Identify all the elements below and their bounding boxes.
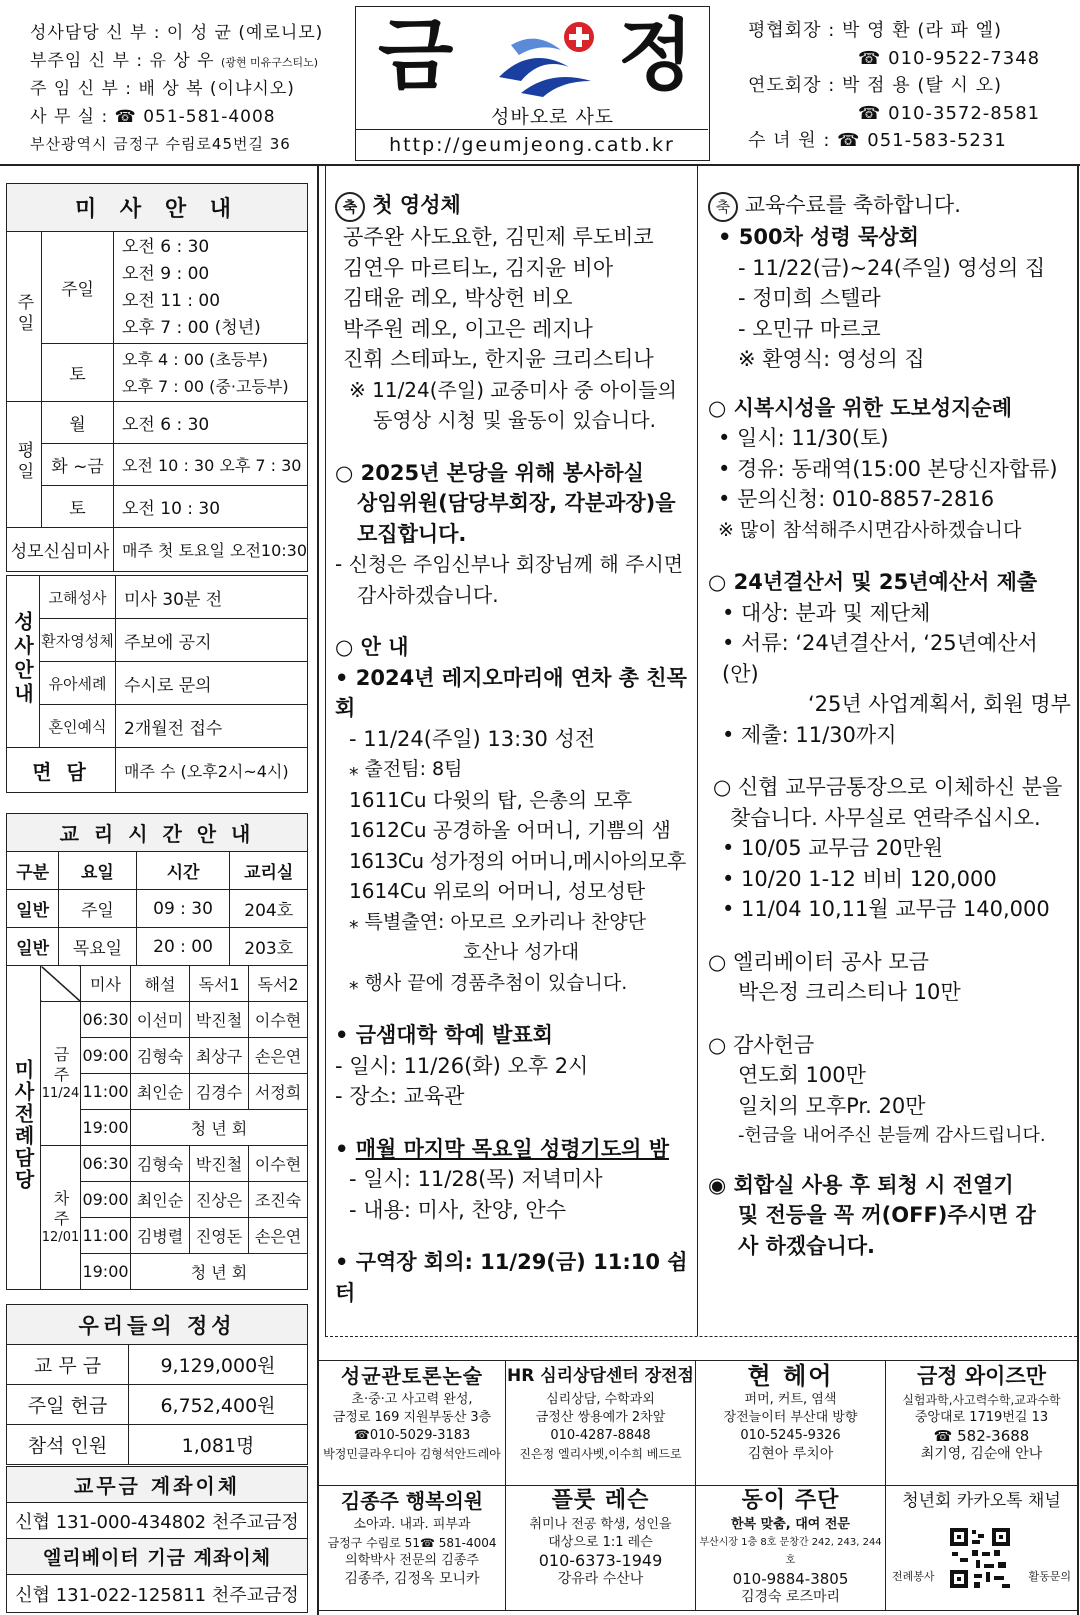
thanks-note: -헌금을 내어주신 분들께 감사드립니다. [738, 1125, 1046, 1146]
mass-title: 미 사 안 내 [7, 184, 308, 232]
legio-team: 1612Cu 공경하올 어머니, 기쁨의 샘 [349, 818, 671, 842]
dues-item: • 10/05 교무금 20만원 [722, 836, 944, 860]
account-number[interactable]: 신협 131-022-125811 천주교금정 [7, 1575, 308, 1613]
liturgy-cell: 김경수 [190, 1074, 249, 1110]
interview-label: 면 담 [7, 748, 116, 793]
liturgy-header: 독서2 [249, 966, 308, 1002]
sunday-label: 주일 [42, 232, 114, 344]
offering-table [6, 1304, 308, 1465]
contact-line: 수 녀 원 : ☎ 051-583-5231 [748, 130, 1007, 151]
legio-special: 호산나 성가대 [463, 941, 580, 963]
ad-cell: HR 심리상담센터 장전점 심리상담, 수학과외 금정산 쌍용예가 2차앞 010-4287-8848 진은정 엘리사벳,이수희 베드로 [506, 1361, 696, 1486]
sunday-group: 주일 [7, 232, 42, 402]
offering-value: 9,129,000원 [129, 1345, 308, 1385]
account-title: 교무금 계좌이체 [7, 1467, 308, 1503]
spirit-heading: • 매월 마지막 목요일 성령기도의 밤 [335, 1136, 669, 1161]
catechism-cell: 일반 [7, 890, 59, 928]
hall-notice: 및 전등을 꼭 꺼(OFF)주시면 감 [738, 1203, 1036, 1227]
liturgy-header: 해설 [131, 966, 190, 1002]
budget-heading: ○ 24년결산서 및 25년예산서 제출 [708, 570, 1038, 594]
sacrament-name: 고해성사 [40, 576, 116, 619]
offering-label: 참석 인원 [7, 1425, 129, 1465]
budget-line: • 대상: 분과 및 제단체 [722, 600, 931, 625]
recruit-note: 감사하겠습니다. [357, 582, 499, 607]
celebration-icon: 축 [335, 192, 365, 222]
catechism-cell: 20 : 00 [136, 928, 230, 966]
liturgy-cell: 손은연 [249, 1038, 308, 1074]
catechism-table [6, 813, 308, 966]
sacrament-name: 유아세례 [40, 662, 116, 705]
ad-cell: 김종주 행복의원 소아과. 내과. 피부과 금정구 수림로 51☎ 581-4004 의학박사 전문의 김종주 김종주, 김정옥 모니카 [319, 1486, 506, 1611]
legio-prize: ⁎ 행사 끝에 경품추첨이 있습니다. [349, 971, 628, 994]
pilgrim-note: ※ 많이 참석해주시면감사하겠습니다 [718, 518, 1022, 541]
edu-line: - 정미희 스텔라 [738, 286, 881, 310]
mass-table [6, 183, 308, 572]
contact-line: ☎ 010-3572-8581 [858, 102, 1041, 124]
thanks-line: 일치의 모후Pr. 20만 [738, 1093, 926, 1118]
edu-course: • 500차 성령 묵상회 [718, 225, 919, 249]
liturgy-cell: 조진숙 [249, 1182, 308, 1218]
weekday-time: 오전 6 : 30 [114, 402, 308, 444]
liturgy-table [6, 965, 308, 1290]
ad-cell: 동이 주단 한복 맞춤, 대여 전문 부산시장 1층 8호 문창간 242, 243, 244호 010-9884-3805 김경숙 로즈마리 [696, 1486, 886, 1611]
dashed-divider [325, 1336, 1077, 1337]
liturgy-cell: 이수현 [249, 1002, 308, 1038]
sacrament-table [6, 575, 308, 793]
parish-name: 성바오로 사도 [491, 106, 615, 128]
parish-logo-icon [491, 15, 601, 105]
liturgy-cell: 서정희 [249, 1074, 308, 1110]
sacrament-name: 환자영성체 [40, 619, 116, 662]
spirit-date: - 일시: 11/28(목) 저녁미사 [349, 1167, 603, 1191]
offering-value: 6,752,400원 [129, 1385, 308, 1425]
right-column [708, 190, 1073, 1261]
budget-line: • 서류: ‘24년결산서, ‘25년예산서(안) [722, 631, 1038, 686]
liturgy-cell: 이선미 [131, 1002, 190, 1038]
catechism-header: 시간 [136, 852, 230, 890]
sacred-heart-value: 매주 첫 토요일 오전10:30 [114, 528, 308, 572]
notice-heading: ○ 안 내 [335, 635, 409, 659]
dues-heading: ○ 신협 교무금통장으로 이체하신 분을 [713, 775, 1063, 799]
masthead-char-left: 금 [378, 11, 454, 101]
recruit-heading: 모집합니다. [357, 521, 467, 546]
budget-line: ‘25년 사업계획서, 회원 명부 [808, 692, 1071, 716]
sacrament-group: 성사안내 [7, 576, 40, 748]
liturgy-cell: 최인순 [131, 1074, 190, 1110]
communicant: 공주완 사도요한, 김민제 루도비코 [343, 225, 654, 249]
catechism-cell: 목요일 [59, 928, 137, 966]
edu-line: - 오민규 마르코 [738, 316, 881, 341]
middle-column [335, 190, 695, 1308]
offering-value: 1,081명 [129, 1425, 308, 1465]
liturgy-header: 미사 [81, 966, 131, 1002]
liturgy-cell: 06:30 [81, 1146, 131, 1182]
liturgy-cell: 09:00 [81, 1038, 131, 1074]
liturgy-cell: 09:00 [81, 1182, 131, 1218]
recruit-heading: ○ 2025년 본당을 위해 봉사하실 [335, 460, 644, 485]
weekday-time: 오전 10 : 30 오후 7 : 30 [114, 444, 308, 486]
budget-line: • 제출: 11/30까지 [722, 722, 897, 747]
pilgrim-line: • 경유: 동래역(15:00 본당신자합류) [718, 456, 1058, 481]
communion-heading: 축 첫 영성체 [335, 190, 695, 222]
contact-line: ☎ 010-9522-7348 [858, 47, 1041, 69]
masthead-char-right: 정 [618, 11, 694, 101]
legio-team: 1613Cu 성가정의 어머니,메시아의모후 [349, 848, 686, 873]
ad-cell: 플룻 레슨 취미나 전공 학생, 성인을 대상으로 1:1 레슨 010-6373-1949 강유라 수산나 [506, 1486, 696, 1611]
catechism-title: 교 리 시 간 안 내 [7, 814, 308, 852]
header-contacts [748, 17, 1078, 155]
spirit-content: - 내용: 미사, 찬양, 안수 [349, 1197, 566, 1222]
elevator-donor: 박은정 크리스티나 10만 [738, 980, 961, 1004]
interview-value: 매주 수 (오후2시~4시) [116, 748, 308, 793]
account-title: 엘리베이터 기금 계좌이체 [7, 1539, 308, 1575]
catechism-header: 교리실 [230, 852, 308, 890]
univ-heading: • 금샘대학 학예 발표회 [335, 1023, 553, 1047]
communion-note: ※ 11/24(주일) 교중미사 중 아이들의 [349, 377, 677, 402]
elevator-heading: ○ 엘리베이터 공사 모금 [708, 949, 929, 974]
liturgy-group: 미사전례담당 [7, 966, 41, 1290]
weekday-time: 오전 10 : 30 [114, 486, 308, 528]
sacrament-value: 주보에 공지 [116, 619, 308, 662]
saturday-label: 토 [42, 344, 114, 402]
catechism-cell: 09 : 30 [136, 890, 230, 928]
weekday-group: 평일 [7, 402, 42, 528]
univ-place: - 장소: 교육관 [335, 1084, 465, 1108]
divider [697, 166, 698, 1336]
hall-notice: 사 하겠습니다. [738, 1233, 876, 1258]
sunday-times: 오전 6 : 30 오전 9 : 00 오전 11 : 00 오후 7 : 00 (청년) [114, 232, 308, 344]
offering-title: 우리들의 정성 [7, 1305, 308, 1345]
pilgrim-line: • 일시: 11/30(토) [718, 426, 889, 450]
parish-url[interactable]: http://geumjeong.catb.kr [356, 129, 708, 160]
header-line-3: 주 임 신 부 : 배 상 복 (이냐시오) [30, 79, 295, 99]
liturgy-corner [41, 966, 81, 1002]
liturgy-youth: 청 년 회 [131, 1254, 308, 1290]
legio-date: - 11/24(주일) 13:30 성전 [349, 726, 596, 751]
liturgy-cell: 최상구 [190, 1038, 249, 1074]
thanks-line: 연도회 100만 [738, 1063, 866, 1087]
contact-line: 연도회장 : 박 점 용 (탈 시 오) [748, 75, 1003, 96]
offering-label: 주일 헌금 [7, 1385, 129, 1425]
communion-note: 동영상 시청 및 율동이 있습니다. [373, 408, 656, 432]
catechism-header: 요일 [59, 852, 137, 890]
communicant: 진휘 스테파노, 한지윤 크리스티나 [343, 347, 654, 371]
offering-label: 교 무 금 [7, 1345, 129, 1385]
recruit-note: - 신청은 주임신부나 회장님께 해 주시면 [335, 552, 684, 576]
sacrament-value: 수시로 문의 [116, 662, 308, 705]
sacrament-value: 2개월전 접수 [116, 705, 308, 748]
legio-heading: • 2024년 레지오마리애 연차 총 친목회 [335, 665, 687, 720]
weekday-day: 화 ~금 [42, 444, 114, 486]
header-divider [0, 164, 1080, 166]
legio-team: 1611Cu 다윗의 탑, 은총의 모후 [349, 787, 633, 812]
liturgy-cell: 11:00 [81, 1074, 131, 1110]
legio-teams: ⁎ 출전팀: 8팀 [349, 758, 463, 780]
header-line-4: 사 무 실 : ☎ 051-581-4008 [30, 106, 276, 127]
communicant: 김태윤 레오, 박상헌 비오 [343, 286, 573, 310]
account-number[interactable]: 신협 131-000-434802 천주교금정 [7, 1503, 308, 1539]
ad-cell: 현 헤어 퍼머, 커트, 염색 장전늘이터 부산대 방향 010-5245-9326 김현아 루치아 [696, 1361, 886, 1486]
district-meeting: • 구역장 회의: 11/29(금) 11:10 쉼터 [335, 1250, 688, 1305]
catechism-header: 구분 [7, 852, 59, 890]
liturgy-youth: 청 년 회 [131, 1110, 308, 1146]
this-week: 금주 11/24 [41, 1002, 81, 1146]
catechism-cell: 일반 [7, 928, 59, 966]
ad-cell: 금정 와이즈만 실험과학,사고력수학,교과수학 중앙대로 1719번길 13 ☎ 582-3688 최기영, 김순애 안나 [886, 1361, 1078, 1486]
pilgrim-line: • 문의신청: 010-8857-2816 [718, 487, 995, 511]
edu-heading: 축 교육수료를 축하합니다. [708, 190, 1073, 222]
liturgy-cell: 김형숙 [131, 1146, 190, 1182]
pilgrim-heading: ○ 시복시성을 위한 도보성지순례 [708, 395, 1012, 420]
sacrament-value: 미사 30분 전 [116, 576, 308, 619]
qr-code-icon[interactable] [948, 1526, 1012, 1590]
header-info [30, 20, 360, 159]
ad-cell: 성균관토론논술 초·중·고 사고력 완성, 금정로 169 지원부동산 3층 ☎010-5029-3183 박정민클라우디아 김형석안드레아 [319, 1361, 506, 1486]
liturgy-header: 독서1 [190, 966, 249, 1002]
liturgy-cell: 진영돈 [190, 1218, 249, 1254]
liturgy-cell: 11:00 [81, 1218, 131, 1254]
communicant: 박주원 레오, 이고은 레지나 [343, 316, 593, 341]
sacred-heart-label: 성모신심미사 [7, 528, 114, 572]
legio-special: ⁎ 특별출연: 아모르 오카리나 찬양단 [349, 910, 647, 933]
liturgy-cell: 이수현 [249, 1146, 308, 1182]
catechism-cell: 204호 [230, 890, 308, 928]
header-line-1: 성사담당 신 부 : 이 성 균 (예로니모) [30, 23, 324, 43]
catechism-cell: 주일 [59, 890, 137, 928]
header-address: 부산광역시 금정구 수림로45번길 36 [30, 135, 291, 153]
weekday-day: 토 [42, 486, 114, 528]
univ-date: - 일시: 11/26(화) 오후 2시 [335, 1053, 589, 1078]
liturgy-cell: 19:00 [81, 1254, 131, 1290]
liturgy-cell: 06:30 [81, 1002, 131, 1038]
dues-item: • 11/04 10,11월 교무금 140,000 [722, 897, 1050, 921]
accounts-table [6, 1466, 308, 1613]
thanks-heading: ○ 감사헌금 [708, 1032, 815, 1057]
liturgy-cell: 손은연 [249, 1218, 308, 1254]
dues-heading: 찾습니다. 사무실로 연락주십시오. [730, 805, 1041, 830]
divider [325, 166, 326, 1336]
edu-line: - 11/22(금)~24(주일) 영성의 집 [738, 255, 1046, 280]
hall-notice: ◉ 회합실 사용 후 퇴청 시 전열기 [708, 1172, 1014, 1197]
dues-item: • 10/20 1-12 비비 120,000 [722, 866, 997, 891]
catechism-cell: 203호 [230, 928, 308, 966]
liturgy-cell: 김형숙 [131, 1038, 190, 1074]
communicant: 김연우 마르티노, 김지윤 비아 [343, 255, 614, 280]
liturgy-cell: 박진철 [190, 1002, 249, 1038]
ad-cell: 청년회 카카오톡 채널 전례봉사 활동문의 [886, 1486, 1078, 1611]
next-week: 차주 12/01 [41, 1146, 81, 1290]
sacrament-name: 혼인예식 [40, 705, 116, 748]
liturgy-cell: 김병렬 [131, 1218, 190, 1254]
weekday-day: 월 [42, 402, 114, 444]
liturgy-cell: 최인순 [131, 1182, 190, 1218]
celebration-icon: 축 [708, 192, 738, 222]
legio-team: 1614Cu 위로의 어머니, 성모성탄 [349, 879, 646, 903]
masthead [355, 6, 710, 161]
liturgy-cell: 박진철 [190, 1146, 249, 1182]
saturday-times: 오후 4 : 00 (초등부) 오후 7 : 00 (중·고등부) [114, 344, 308, 402]
edu-line: ※ 환영식: 영성의 집 [738, 347, 925, 371]
header-line-2: 부주임 신 부 : 유 상 우 (광현 미유구스티노) [30, 50, 319, 71]
contact-line: 평협회장 : 박 영 환 (라 파 엘) [748, 20, 1003, 41]
liturgy-cell: 진상은 [190, 1182, 249, 1218]
recruit-heading: 상임위원(담당부회장, 각분과장)을 [357, 491, 676, 515]
liturgy-cell: 19:00 [81, 1110, 131, 1146]
ads-table [318, 1360, 1078, 1611]
